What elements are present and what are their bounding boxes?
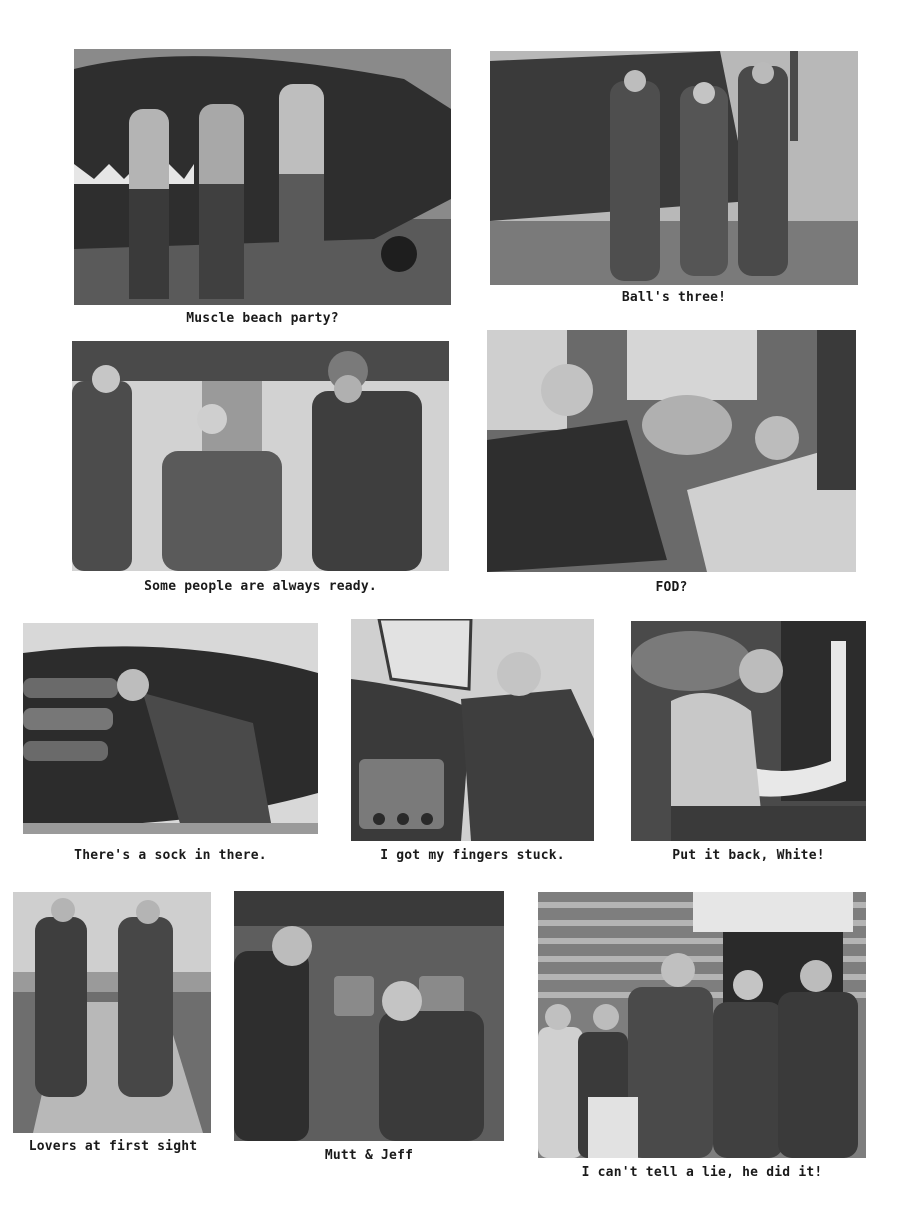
caption-always-ready: Some people are always ready.: [144, 579, 377, 594]
photo-fod: [487, 330, 856, 572]
photo-sock: [23, 623, 318, 834]
caption-fod: FOD?: [655, 580, 688, 595]
caption-put-it-back: Put it back, White!: [672, 848, 825, 863]
caption-balls-three: Ball's three!: [621, 290, 727, 305]
photo-lovers: [13, 892, 211, 1133]
caption-lovers: Lovers at first sight: [28, 1139, 198, 1154]
photo-fingers-stuck: [351, 619, 594, 841]
caption-fingers-stuck: I got my fingers stuck.: [380, 848, 565, 863]
photo-cant-tell-lie: [538, 892, 866, 1158]
photo-balls-three: [490, 51, 858, 285]
caption-muscle-beach-party: Muscle beach party?: [186, 311, 339, 326]
caption-cant-tell-lie: I can't tell a lie, he did it!: [581, 1165, 823, 1180]
photo-always-ready: [72, 341, 449, 571]
caption-sock: There's a sock in there.: [74, 848, 267, 863]
photo-put-it-back: [631, 621, 866, 841]
caption-mutt-jeff: Mutt & Jeff: [324, 1148, 414, 1163]
photo-mutt-jeff: [234, 891, 504, 1141]
photo-muscle-beach-party: [74, 49, 451, 305]
